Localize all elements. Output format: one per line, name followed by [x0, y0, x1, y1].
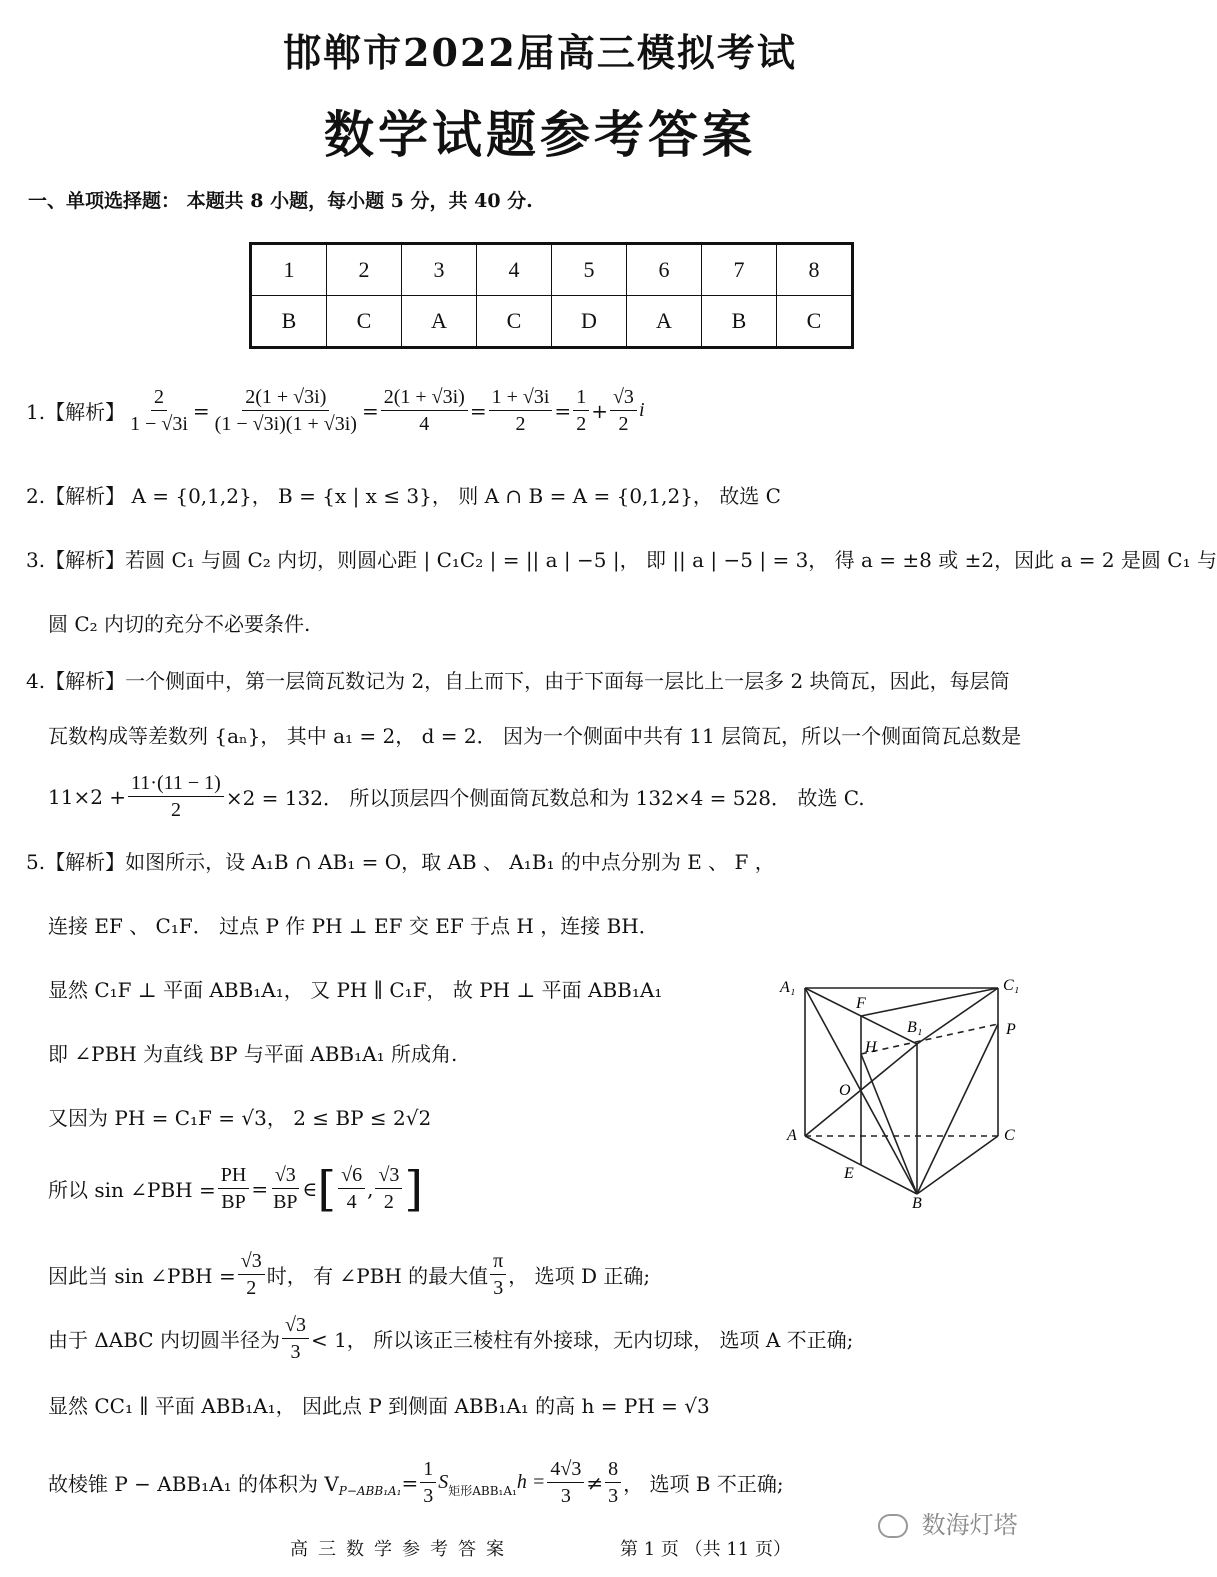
- fraction: $\frac{2}{1 - √3i}$: [130, 386, 188, 435]
- q4-solution-line2: 瓦数构成等差数列 {aₙ}， 其中 a₁ = 2， d = 2． 因为一个侧面中共有 11 层筒瓦，所以一个侧面筒瓦总数是: [48, 724, 1022, 748]
- answer-table-number-row: [251, 244, 853, 296]
- fraction: $\frac{√3}{BP}$: [273, 1164, 298, 1213]
- table-cell: B: [702, 296, 777, 348]
- table-cell: 8: [777, 244, 853, 296]
- fraction: $\frac{1}{2}$: [573, 384, 589, 437]
- q1-solution: 1.【解析】 $\frac{2}{1 - √3i}$ = $\frac{2(1 + √3i)}{(1 - √3i)(1 + √3i)}$ = $\frac{2(1 + √3i)}{4}$ = $\frac{1 + √3i}{2}$ = $\frac{1}{2}$ + $\frac{√3}{2}$ i: [26, 386, 645, 435]
- q2-solution: 2.【解析】 A = {0,1,2}， B = {x | x ≤ 3}， 则 A ∩ B = A = {0,1,2}， 故选 C: [26, 484, 781, 508]
- fraction: $\frac{\pi}{3}$: [490, 1248, 506, 1301]
- fraction: $\frac{2(1 + √3i)}{(1 - √3i)(1 + √3i)}$: [214, 386, 357, 435]
- q3-solution-line2: 圆 C₂ 内切的充分不必要条件.: [48, 612, 311, 636]
- footer-title: 高三数学参考答案: [290, 1539, 514, 1560]
- figure-label: A: [787, 1127, 797, 1144]
- q4-solution-line3: 11×2 + $\frac{11\cdot(11 - 1)}{2}$ ×2 = 132． 所以顶层四个侧面筒瓦数总和为 132×4 = 528． 故选 C.: [48, 772, 865, 821]
- table-cell: A: [627, 296, 702, 348]
- page-title: 邯郸市2022届高三模拟考试: [283, 30, 797, 75]
- table-cell: 2: [327, 244, 402, 296]
- fraction: $\frac{4√3}{3}$: [547, 1456, 584, 1509]
- q5-solution-line9: 显然 CC₁ ∥ 平面 ABB₁A₁， 因此点 P 到侧面 ABB₁A₁ 的高 h = PH = √3: [48, 1394, 710, 1418]
- q3-solution-line1: 3.【解析】若圆 C₁ 与圆 C₂ 内切，则圆心距 | C₁C₂ | = || a | −5 |， 即 || a | −5 | = 3， 得 a = ±8 或 ±2，因此 a = 2 是圆 C₁ 与: [26, 548, 1217, 572]
- q5-solution-line10: 故棱锥 P − ABB₁A₁ 的体积为 V P−ABB₁A₁ = $\frac{1}{3}$ S 矩形ABB₁A₁ h = $\frac{4√3}{3}$ ≠ $\frac{8}{3}$ ， 选项 B 不正确;: [48, 1458, 784, 1507]
- figure-label: A₁: [780, 979, 796, 996]
- table-cell: C: [477, 296, 552, 348]
- table-cell: A: [402, 296, 477, 348]
- table-cell: B: [251, 296, 327, 348]
- table-cell: 6: [627, 244, 702, 296]
- chat-bubble-icon: [878, 1514, 908, 1538]
- table-cell: 4: [477, 244, 552, 296]
- figure-label: C₁: [1003, 977, 1020, 994]
- fraction: $\frac{√3}{2}$: [610, 384, 637, 437]
- figure-label: H: [865, 1039, 877, 1056]
- fraction: $\frac{PH}{BP}$: [218, 1162, 250, 1215]
- fraction: $\frac{2(1 + √3i)}{4}$: [381, 384, 468, 437]
- q5-solution-line3: 显然 C₁F ⊥ 平面 ABB₁A₁， 又 PH ∥ C₁F， 故 PH ⊥ 平面 ABB₁A₁: [48, 978, 663, 1002]
- figure-label: B₁: [907, 1019, 923, 1036]
- q5-solution-line4: 即 ∠PBH 为直线 BP 与平面 ABB₁A₁ 所成角.: [48, 1042, 458, 1066]
- q5-solution-line2: 连接 EF 、 C₁F． 过点 P 作 PH ⊥ EF 交 EF 于点 H ，连接 BH．: [48, 914, 659, 938]
- fraction: $\frac{√6}{4}$: [338, 1162, 365, 1215]
- figure-label: P: [1006, 1021, 1016, 1038]
- q5-solution-line1: 5.【解析】如图所示，设 A₁B ∩ AB₁ = O，取 AB 、 A₁B₁ 的中点分别为 E 、 F ，: [26, 850, 775, 874]
- q1-label: 1.【解析】: [26, 400, 126, 424]
- table-cell: C: [777, 296, 853, 348]
- fraction: $\frac{√3}{2}$: [375, 1162, 402, 1215]
- fraction: $\frac{√3}{3}$: [282, 1312, 309, 1365]
- table-cell: 5: [552, 244, 627, 296]
- fraction: $\frac{11\cdot(11 - 1)}{2}$: [128, 770, 224, 823]
- figure-label: O: [839, 1082, 851, 1099]
- q5-solution-line6: 所以 sin ∠PBH = $\frac{PH}{BP}$ = $\frac{√3}{BP}$ ∈ [ $\frac{√6}{4}$ , $\frac{√3}{2}$ ]: [48, 1160, 424, 1217]
- table-cell: C: [327, 296, 402, 348]
- q5-solution-line7: 因此当 sin ∠PBH = $\frac{√3}{2}$ 时， 有 ∠PBH 的最大值 $\frac{\pi}{3}$ ， 选项 D 正确;: [48, 1250, 651, 1299]
- page-subtitle: 数学试题参考答案: [324, 105, 756, 164]
- section-heading: 一、单项选择题： 本题共 8 小题，每小题 5 分，共 40 分.: [28, 190, 533, 212]
- q5-solution-line8: 由于 ΔABC 内切圆半径为 $\frac{√3}{3}$ < 1， 所以该正三棱柱有外接球，无内切球， 选项 A 不正确;: [48, 1314, 854, 1363]
- page-number: 第 1 页 （共 11 页）: [620, 1539, 791, 1560]
- figure-label: E: [844, 1165, 854, 1182]
- table-cell: 7: [702, 244, 777, 296]
- fraction: $\frac{√3}{2}$: [238, 1248, 265, 1301]
- q4-solution-line1: 4.【解析】一个侧面中，第一层筒瓦数记为 2，自上而下，由于下面每一层比上一层多 2 块筒瓦，因此，每层筒: [26, 669, 1010, 693]
- fraction: $\frac{1}{3}$: [420, 1456, 436, 1509]
- table-cell: 3: [402, 244, 477, 296]
- figure-label: F: [856, 995, 866, 1012]
- fraction: $\frac{8}{3}$: [605, 1456, 621, 1509]
- answer-table: [249, 242, 854, 349]
- prism-figure: [770, 968, 1030, 1218]
- q5-solution-line5: 又因为 PH = C₁F = √3， 2 ≤ BP ≤ 2√2: [48, 1106, 432, 1130]
- watermark: 数海灯塔: [878, 1505, 1018, 1540]
- fraction: $\frac{1 + √3i}{2}$: [489, 384, 553, 437]
- table-cell: 1: [251, 244, 327, 296]
- figure-label: C: [1004, 1127, 1015, 1144]
- answer-table-answer-row: [251, 296, 853, 348]
- figure-label: B: [912, 1195, 922, 1212]
- table-cell: D: [552, 296, 627, 348]
